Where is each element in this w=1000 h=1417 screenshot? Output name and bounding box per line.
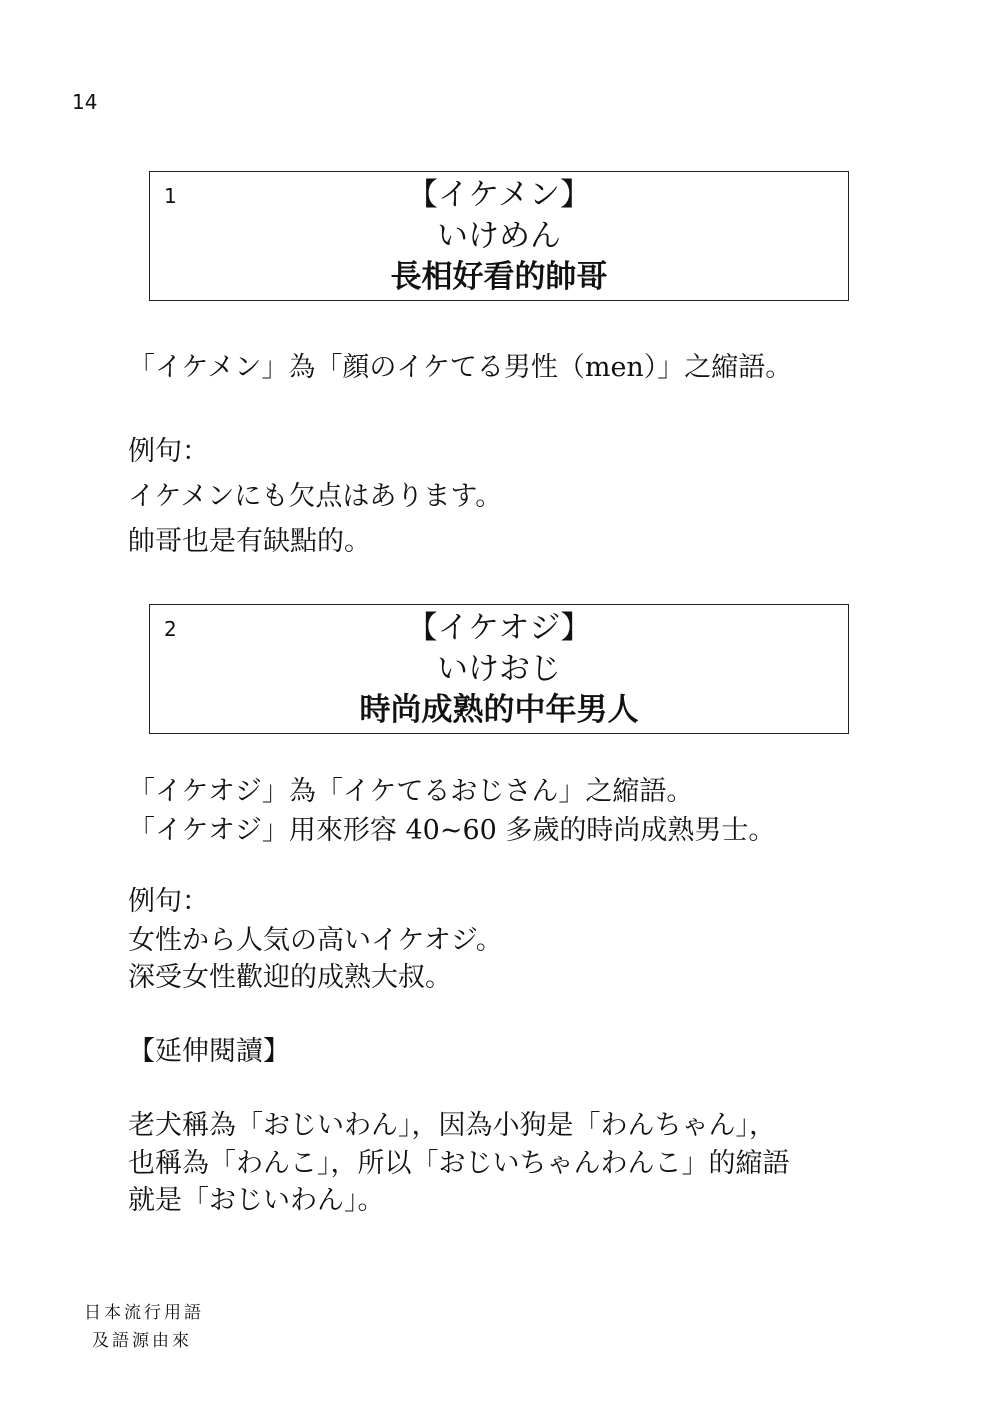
example-label: 例句： [128,886,209,917]
footer-title-line-1: 日本流行用語 [84,1303,204,1323]
page-number: 14 [72,90,98,114]
term-reading: いけめん [437,218,561,254]
extended-reading-line: 老犬稱為「おじいわん」，因為小狗是「わんちゃん」， [128,1110,776,1141]
entry-index: 1 [164,184,177,208]
extended-reading-line: 也稱為「わんこ」，所以「おじいちゃんわんこ」的縮語 [128,1148,790,1179]
example-chinese: 帥哥也是有缺點的。 [128,526,371,557]
extended-reading-heading: 【延伸閱讀】 [128,1036,290,1067]
explanation-line: 「イケオジ」用來形容 40~60 多歲的時尚成熟男士。 [128,815,776,846]
example-japanese: 女性から人気の高いイケオジ。 [128,925,503,956]
extended-reading-line: 就是「おじいわん」。 [128,1185,385,1216]
example-label: 例句： [128,436,209,467]
entry-index: 2 [164,617,177,641]
term-box-2 [149,604,849,734]
example-japanese: イケメンにも欠点はあります。 [128,481,503,512]
term-reading: いけおじ [437,651,561,687]
term-meaning: 長相好看的帥哥 [390,259,608,295]
term-box-1 [149,171,849,301]
explanation-line: 「イケメン」為「顔のイケてる男性（men）」之縮語。 [128,352,793,383]
footer-title-line-2: 及語源由來 [92,1331,192,1351]
example-chinese: 深受女性歡迎的成熟大叔。 [128,962,452,993]
explanation-line: 「イケオジ」為「イケてるおじさん」之縮語。 [128,776,694,807]
term-heading: 【イケメン】 [406,177,592,213]
term-heading: 【イケオジ】 [406,610,592,646]
term-meaning: 時尚成熟的中年男人 [359,692,639,728]
